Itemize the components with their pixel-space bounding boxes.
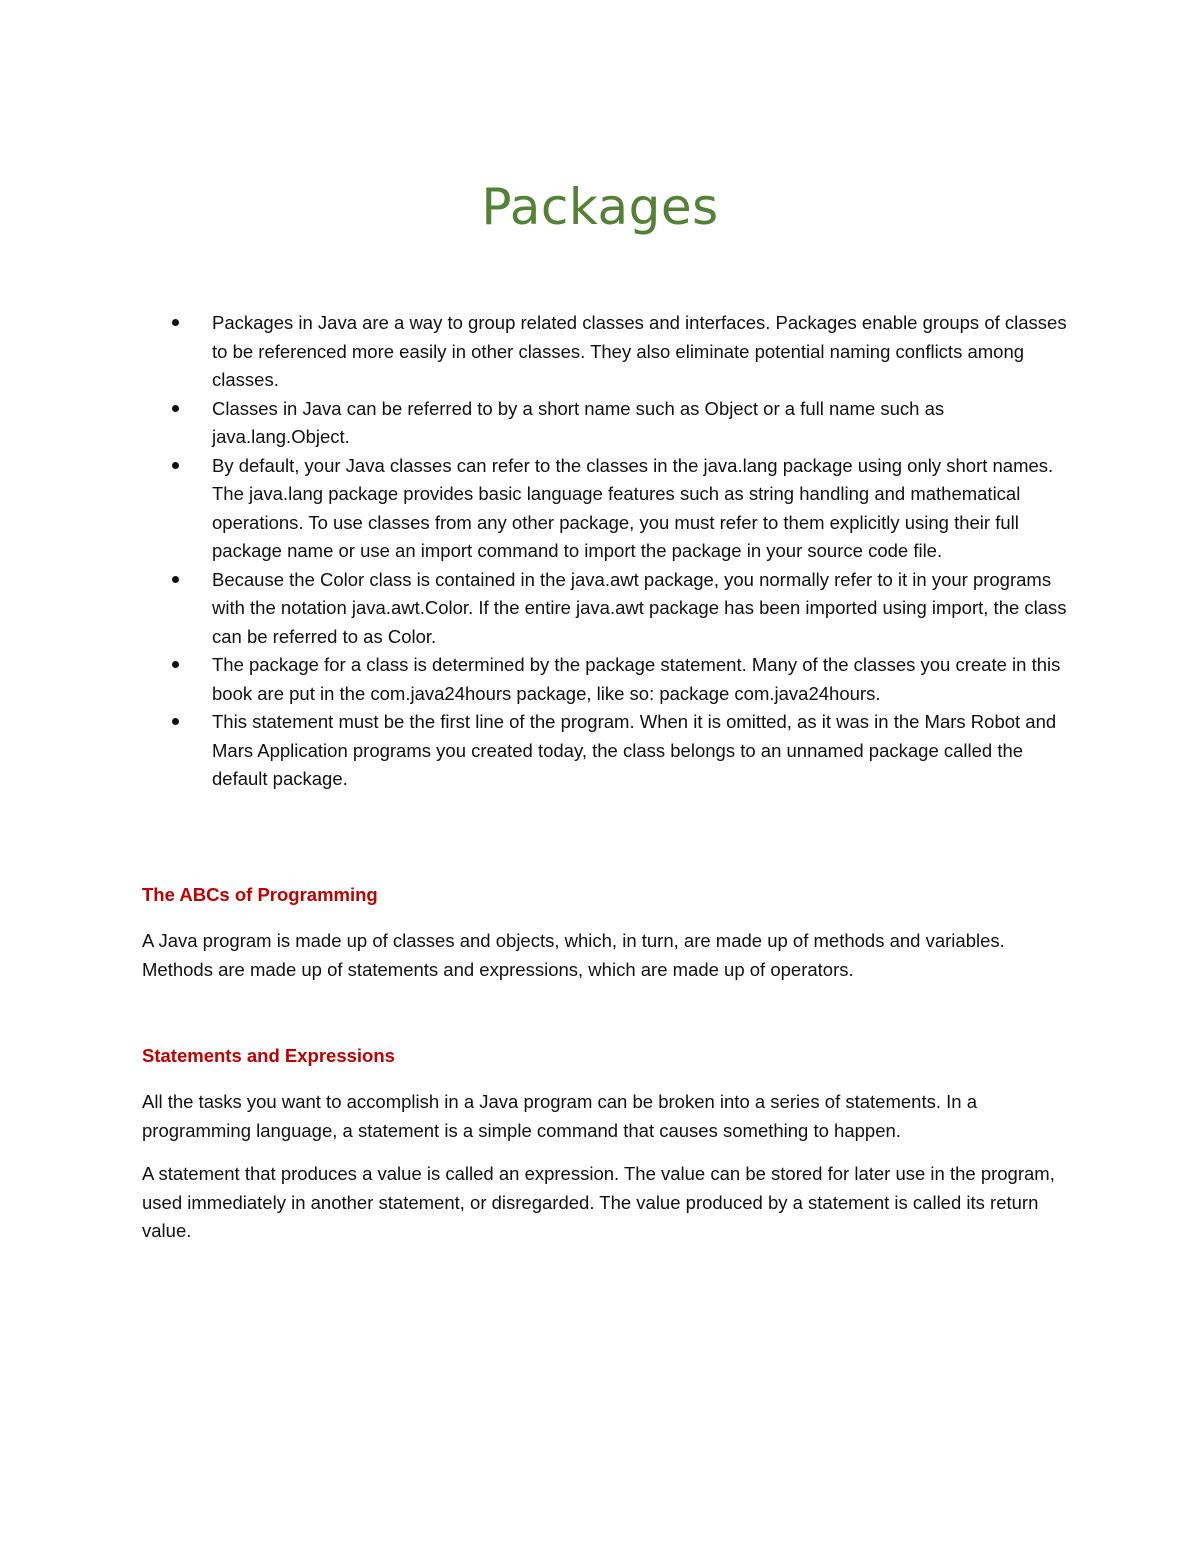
page-title: Packages <box>481 177 719 236</box>
paragraph-statements-1: All the tasks you want to accomplish in a Java program can be broken into a series of statements. In a programming language, a statement is a simple command that causes something to happen. <box>142 1091 977 1141</box>
bullet-icon <box>172 405 179 412</box>
list-item <box>142 566 1082 652</box>
list-item-text: Packages in Java are a way to group related classes and interfaces. Packages enable groups of classes to be referenced more easily in other classes. They also eliminate potential naming conflicts among classes. <box>212 312 1067 390</box>
bullet-icon <box>172 661 179 668</box>
bullet-icon <box>172 462 179 469</box>
list-item <box>142 708 1082 794</box>
list-item <box>142 651 1082 708</box>
list-item-text: The package for a class is determined by the package statement. Many of the classes you create in this book are put in the com.java24hours package, like so: package com.java24hours. <box>212 654 1061 704</box>
bullet-list <box>142 309 1082 794</box>
paragraph-abcs: A Java program is made up of classes and objects, which, in turn, are made up of methods and variables. Methods are made up of statements and expressions, which are made up of operators. <box>142 930 1005 980</box>
paragraph-statements-2: A statement that produces a value is called an expression. The value can be stored for later use in the program, used immediately in another statement, or disregarded. The value produced by a statement is called its return value. <box>142 1163 1055 1241</box>
bullet-icon <box>172 319 179 326</box>
list-item <box>142 452 1082 566</box>
bullet-icon <box>172 576 179 583</box>
list-item <box>142 309 1082 395</box>
section-heading-statements: Statements and Expressions <box>142 1045 395 1066</box>
list-item-text: This statement must be the first line of the program. When it is omitted, as it was in the Mars Robot and Mars Application programs you created today, the class belongs to an unnamed package called the default package. <box>212 711 1057 789</box>
list-item-text: Classes in Java can be referred to by a short name such as Object or a full name such as java.lang.Object. <box>212 397 945 447</box>
section-heading-abcs: The ABCs of Programming <box>142 884 378 905</box>
list-item-text: Because the Color class is contained in the java.awt package, you normally refer to it in your programs with the notation java.awt.Color. If the entire java.awt package has been imported using import, the class can be referred to as Color. <box>212 568 1067 647</box>
bullet-icon <box>172 718 179 725</box>
list-item-text: By default, your Java classes can refer to the classes in the java.lang package using only short names. The java.lang package provides basic language features such as string handling and mathematical operations. To use classes from any other package, you must refer to them explicitly using their full package name or use an import command to import the package in your source code file. <box>212 454 1054 561</box>
list-item <box>142 395 1082 452</box>
